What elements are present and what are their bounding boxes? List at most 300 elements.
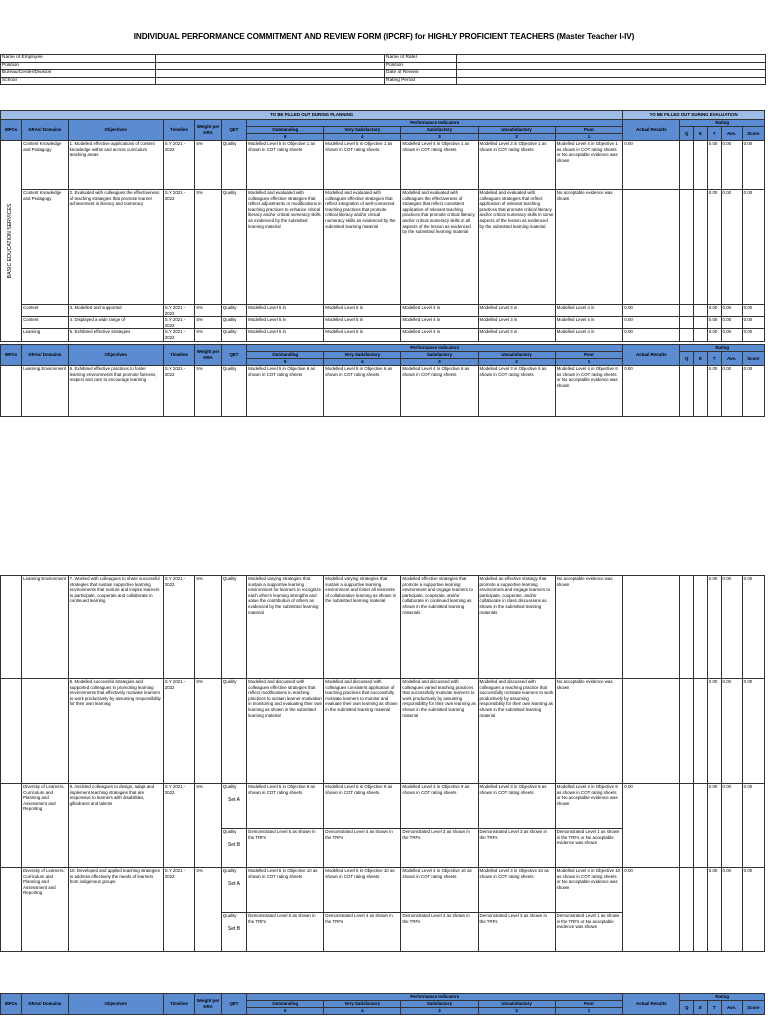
kra-cell: Content Knowledge and Pedagogy xyxy=(22,190,68,305)
rating-ave-value: 0.00 xyxy=(721,141,742,190)
mfo-cell xyxy=(1,576,22,679)
info-value-field[interactable] xyxy=(156,62,385,70)
rating-q-input[interactable] xyxy=(680,366,694,417)
indicator-l2-cell: Demonstrated Level 3 as shown in the TRFs xyxy=(478,829,555,868)
level-number: 5 xyxy=(247,134,324,141)
mfos-header: MFOs xyxy=(1,345,22,366)
rating-q-input[interactable] xyxy=(680,305,694,317)
weight-header: Weight per KRA xyxy=(195,345,221,366)
performance-indicators-header: Performance Indicators xyxy=(247,345,623,352)
kra-cell: Diversity of Learners, Curriculum and Planning and Assessment and Reporting xyxy=(22,784,68,868)
timeline-cell: S.Y 2021 - 2022 xyxy=(163,305,195,317)
info-row xyxy=(1,70,766,78)
info-value-field[interactable] xyxy=(156,70,385,78)
indicator-l4-cell: Modelled Level 5 in Objective 9 as shown in COT rating sheets xyxy=(324,784,401,829)
level-outstanding: Outstanding xyxy=(247,1001,324,1008)
rating-t-value: 0.00 xyxy=(707,141,721,190)
rating-q-input[interactable] xyxy=(680,868,694,952)
indicator-l5-cell: Modelled Level 5 in xyxy=(247,329,324,341)
rating-e-input[interactable] xyxy=(694,366,708,417)
indicator-l1-cell: Modelled Level 4 in xyxy=(555,329,623,341)
indicator-l5-cell: Modelled and discussed with colleagues effective strategies that reflect modifications in teaching practices to sustain learner motivation in monitoring and evaluating their own learning as shown in the submitted learning material xyxy=(247,679,324,784)
score-value: 0.00 xyxy=(742,868,764,952)
indicator-l1-cell: Modelled Level 4 in xyxy=(555,305,623,317)
weight-cell: 5% xyxy=(195,576,221,679)
rating-q-input[interactable] xyxy=(680,141,694,190)
timeline-cell: S.Y 2021 - 2022 xyxy=(163,868,195,952)
indicator-l3-cell: Modelled Level 4 in Objective 6 as shown in COT rating sheets xyxy=(401,366,478,417)
rating-e-input[interactable] xyxy=(694,784,708,868)
form-title: INDIVIDUAL PERFORMANCE COMMITMENT AND REVIEW FORM (IPCRF) for HIGHLY PROFICIENT TEACHERS (Master Teacher I-IV) xyxy=(133,32,635,41)
performance-indicators-header: Performance Indicators xyxy=(247,994,623,1001)
rating-header: Rating xyxy=(680,994,765,1001)
kras-header: KRAs/ Domains xyxy=(22,120,68,141)
indicator-l3-cell: Demonstrated Level 3 as shown in the TRFs xyxy=(401,829,478,868)
level-number: 5 xyxy=(247,359,324,366)
score-value: 0.00 xyxy=(742,190,764,305)
qet-cell: Quality xyxy=(221,679,246,784)
info-value-field[interactable] xyxy=(457,70,766,78)
qet-label: Quality xyxy=(222,784,237,789)
level-unsatisfactory: Unsatisfactory xyxy=(478,127,555,134)
ave-header: Ave. xyxy=(721,352,742,366)
rating-ave-value: 0.00 xyxy=(721,784,742,868)
weight-cell: 5% xyxy=(195,329,221,341)
level-number: 2 xyxy=(478,134,555,141)
indicator-l4-cell: Modelled and evaluated with colleagues effective strategies that reflect integration of well-connected teaching practices that promote critical literacy and/or critical numeracy skills as evidenced by the submitted learning material xyxy=(324,190,401,305)
level-very-satisfactory: Very Satisfactory xyxy=(324,1001,401,1008)
q-header: Q xyxy=(680,352,694,366)
objective-cell: 6. Exhibited effective practices to foster learning environments that promote fairness, respect and care to encourage learning xyxy=(68,366,163,417)
rating-ave-value: 0.00 xyxy=(721,366,742,417)
indicator-l2-cell: Demonstrated Level 3 as shown in the TRFs xyxy=(478,913,555,952)
ipcrf-table-part-1 xyxy=(0,110,765,342)
objective-row xyxy=(1,141,765,190)
objective-cell: 2. Evaluated with colleagues the effectiveness of teaching strategies that promote learner achievement in literacy and numeracy xyxy=(68,190,163,305)
actual-results-input[interactable]: 0.00 xyxy=(623,366,680,417)
indicator-l3-cell: Modelled Level 4 in Objective 1 as shown in COT rating sheets xyxy=(401,141,478,190)
indicator-l2-cell: Modelled an effective strategy that promote a supportive learning environment and engage learners to participate, cooperate, and/or collaborate in class discussions as shown in the submitted learning materials xyxy=(478,576,555,679)
rating-e-input[interactable] xyxy=(694,190,708,305)
rating-e-input[interactable] xyxy=(694,317,708,329)
level-number: 4 xyxy=(324,134,401,141)
score-value: 0.00 xyxy=(742,141,764,190)
objective-row xyxy=(1,305,765,317)
rating-q-input[interactable] xyxy=(680,576,694,679)
rating-ave-value: 0.00 xyxy=(721,868,742,952)
info-value-field[interactable] xyxy=(457,77,766,85)
indicator-l4-cell: Modelled Level 5 in Objective 1 as shown in COT rating sheets xyxy=(324,141,401,190)
rating-t-value: 0.00 xyxy=(707,784,721,868)
indicator-l4-cell: Demonstrated Level 4 as shown in the TRFs xyxy=(324,829,401,868)
level-number: 2 xyxy=(478,1008,555,1015)
objective-row xyxy=(1,329,765,341)
timeline-cell: S.Y 2021 - 2022 xyxy=(163,366,195,417)
level-number: 3 xyxy=(401,1008,478,1015)
indicator-l3-cell: Demonstrated Level 3 as shown in the TRFs xyxy=(401,913,478,952)
objective-cell: 5. Exhibited effective strategies xyxy=(68,329,163,341)
column-header-row-1 xyxy=(1,994,765,1001)
info-label: Position xyxy=(385,62,457,70)
ipcrf-table-part-3 xyxy=(0,575,765,952)
rating-e-input[interactable] xyxy=(694,305,708,317)
indicator-l3-cell: Modelled Level 4 in xyxy=(401,305,478,317)
kra-cell: Learning Environment xyxy=(22,366,68,417)
score-value: 0.00 xyxy=(742,329,764,341)
mfos-header: MFOs xyxy=(1,120,22,141)
info-label: Position xyxy=(1,62,156,70)
mfo-cell xyxy=(1,868,22,952)
mfo-cell xyxy=(1,679,22,784)
info-label: Name of Employee xyxy=(1,55,156,63)
t-header: T xyxy=(707,127,721,141)
level-outstanding: Outstanding xyxy=(247,352,324,359)
indicator-l5-cell: Modelled Level 5 in xyxy=(247,317,324,329)
indicator-l2-cell: Modelled Level 3 in xyxy=(478,329,555,341)
indicator-l3-cell: Modelled Level 4 in Objective 10 as shown in COT rating sheets xyxy=(401,868,478,913)
objective-cell: 10. Developed and applied teaching strategies to address effectively the needs of learners from indigenous groups xyxy=(68,868,163,952)
ipcrf-table-part-2 xyxy=(0,344,765,417)
indicator-l4-cell: Modelled varying strategies that sustain a supportive learning environment and foster all elements of collaborative learning as shown in the submitted learning material xyxy=(324,576,401,679)
info-label: Rating Period xyxy=(385,77,457,85)
indicator-l1-cell: No acceptable evidence was shown xyxy=(555,576,623,679)
score-header: Score xyxy=(742,127,764,141)
set-label: Set B xyxy=(227,925,241,932)
rating-t-value: 0.00 xyxy=(707,679,721,784)
info-value-field[interactable] xyxy=(156,55,385,63)
indicator-l1-cell: Modelled Level 4 in Objective 6 as shown in COT rating sheets or No acceptable evidence was shown xyxy=(555,366,623,417)
level-very-satisfactory: Very Satisfactory xyxy=(324,352,401,359)
actual-results-input[interactable]: 0.00 xyxy=(623,305,680,317)
indicator-l5-cell: Modelled Level 5 in Objective 9 as shown in COT rating sheets xyxy=(247,784,324,829)
level-satisfactory: Satisfactory xyxy=(401,352,478,359)
indicator-l1-cell: No acceptable evidence was shown xyxy=(555,679,623,784)
indicator-l1-cell: Modelled Level 4 in Objective 1 as shown in COT rating sheets or No acceptable evidence was shown xyxy=(555,141,623,190)
qet-cell xyxy=(221,829,246,868)
weight-cell: 5% xyxy=(195,190,221,305)
rating-t-value: 0.00 xyxy=(707,329,721,341)
phase-header-row xyxy=(1,111,765,120)
objective-cell: 7. Worked with colleagues to share successful strategies that sustain supportive learning environments that nurture and inspire learners to participate, cooperate and collaborate in continued learning xyxy=(68,576,163,679)
score-header: Score xyxy=(742,1001,764,1015)
mfos-header: MFOs xyxy=(1,994,22,1015)
e-header: E xyxy=(694,1001,708,1015)
actual-results-input[interactable] xyxy=(623,679,680,784)
qet-cell xyxy=(221,868,246,913)
rating-header: Rating xyxy=(680,345,765,352)
info-label: Name of Rater xyxy=(385,55,457,63)
level-number: 3 xyxy=(401,134,478,141)
indicator-l3-cell: Modelled and evaluated with colleagues the effectiveness of strategies that reflect consistent application of relevant teaching practices that promote critical literacy and/or critical numeracy skills in all aspects of the lesson as evidenced by the submitted learning material xyxy=(401,190,478,305)
weight-cell: 5% xyxy=(195,366,221,417)
info-row xyxy=(1,55,766,63)
objective-row-set-a xyxy=(1,868,765,913)
level-poor: Poor xyxy=(555,1001,623,1008)
indicator-l4-cell: Modelled Level 5 in xyxy=(324,317,401,329)
weight-header: Weight per KRA xyxy=(195,120,221,141)
objective-cell: 1. Modelled effective applications of content knowledge within and across curriculum teaching areas xyxy=(68,141,163,190)
qet-cell xyxy=(221,913,246,952)
indicator-l2-cell: Modelled Level 3 in xyxy=(478,305,555,317)
planning-header: TO BE FILLED OUT DURING PLANNING xyxy=(1,111,623,120)
indicator-l4-cell: Demonstrated Level 4 as shown in the TRFs xyxy=(324,913,401,952)
objective-row-set-a xyxy=(1,784,765,829)
indicator-l2-cell: Modelled Level 3 in Objective 1 as shown in COT rating sheets xyxy=(478,141,555,190)
level-number: 4 xyxy=(324,359,401,366)
rating-ave-value: 0.00 xyxy=(721,329,742,341)
ave-header: Ave. xyxy=(721,127,742,141)
rating-ave-value: 0.00 xyxy=(721,679,742,784)
indicator-l1-cell: Modelled Level 4 in Objective 10 as shown in COT rating sheets or No acceptable evidence was shown xyxy=(555,868,623,913)
rating-q-input[interactable] xyxy=(680,329,694,341)
info-value-field[interactable] xyxy=(156,77,385,85)
objective-cell: 4. Displayed a wide range of xyxy=(68,317,163,329)
level-satisfactory: Satisfactory xyxy=(401,127,478,134)
q-header: Q xyxy=(680,1001,694,1015)
objectives-header: Objectives xyxy=(68,994,163,1015)
indicator-l3-cell: Modelled and discussed with colleagues varied teaching practices that successfully motivate learners to work productively by assuming responsibility for their own learning as shown in the submitted learning material xyxy=(401,679,478,784)
rating-e-input[interactable] xyxy=(694,141,708,190)
timeline-cell: S.Y 2021 - 2022 xyxy=(163,317,195,329)
actual-results-header: Actual Results xyxy=(623,120,680,141)
kra-cell: Content xyxy=(22,305,68,317)
actual-results-input[interactable]: 0.00 xyxy=(623,141,680,190)
level-number: 4 xyxy=(324,1008,401,1015)
score-value: 0.00 xyxy=(742,317,764,329)
level-satisfactory: Satisfactory xyxy=(401,1001,478,1008)
level-outstanding: Outstanding xyxy=(247,127,324,134)
rating-e-input[interactable] xyxy=(694,868,708,952)
actual-results-input[interactable] xyxy=(623,576,680,679)
rating-q-input[interactable] xyxy=(680,679,694,784)
timeline-cell: S.Y 2021 - 2022 xyxy=(163,141,195,190)
timeline-cell: S.Y 2021 - 2022 xyxy=(163,679,195,784)
indicator-l4-cell: Modelled Level 5 in Objective 6 as shown in COT rating sheets xyxy=(324,366,401,417)
indicator-l5-cell: Modelled Level 5 in xyxy=(247,305,324,317)
indicator-l4-cell: Modelled and discussed with colleagues consistent application of teaching practices that successfully motivate learners to monitor and evaluate their own learning as shown in the submitted learning material xyxy=(324,679,401,784)
indicator-l2-cell: Modelled Level 3 in Objective 10 as shown in COT rating sheets xyxy=(478,868,555,913)
actual-results-input[interactable]: 0.00 xyxy=(623,317,680,329)
indicator-l5-cell: Modelled varying strategies that sustain a supportive learning environment for learners to recognize each other's learning strengths and value the contribution of others as evidenced by the submitted learning material xyxy=(247,576,324,679)
actual-results-header: Actual Results xyxy=(623,994,680,1015)
e-header: E xyxy=(694,127,708,141)
kra-cell: Diversity of Learners, Curriculum and Planning and Assessment and Reporting xyxy=(22,868,68,952)
rating-e-input[interactable] xyxy=(694,679,708,784)
score-value: 0.00 xyxy=(742,576,764,679)
ipcrf-table-footer-header xyxy=(0,993,765,1015)
level-number: 5 xyxy=(247,1008,324,1015)
score-value: 0.00 xyxy=(742,679,764,784)
score-value: 0.00 xyxy=(742,366,764,417)
indicator-l5-cell: Modelled Level 5 in Objective 6 as shown in COT rating sheets xyxy=(247,366,324,417)
actual-results-header: Actual Results xyxy=(623,345,680,366)
qet-label: Quality xyxy=(222,829,237,834)
employee-info-table xyxy=(0,54,766,85)
t-header: T xyxy=(707,1001,721,1015)
info-row xyxy=(1,77,766,85)
actual-results-input[interactable] xyxy=(623,190,680,305)
set-label: Set B xyxy=(227,841,241,848)
mfo-cell xyxy=(1,141,22,342)
mfo-cell xyxy=(1,366,22,417)
indicator-l1-cell: Demonstrated Level 1 as shown in the TRFs or No acceptable evidence was shown xyxy=(555,829,623,868)
objective-cell: 9. Assisted colleagues to design, adapt and implement teaching strategies that are responsive to learners with disabilities, giftedness and talents xyxy=(68,784,163,868)
objectives-header: Objectives xyxy=(68,345,163,366)
objective-row xyxy=(1,317,765,329)
weight-cell: 5% xyxy=(195,317,221,329)
qet-cell: Quality xyxy=(221,190,246,305)
rating-ave-value: 0.00 xyxy=(721,576,742,679)
q-header: Q xyxy=(680,127,694,141)
qet-cell: Quality xyxy=(221,317,246,329)
rating-q-input[interactable] xyxy=(680,784,694,868)
objective-row xyxy=(1,576,765,679)
timeline-cell: S.Y 2021 - 2022 xyxy=(163,329,195,341)
timeline-header: Timeline xyxy=(163,120,195,141)
rating-t-value: 0.00 xyxy=(707,190,721,305)
score-value: 0.00 xyxy=(742,784,764,868)
indicator-l3-cell: Modelled effective strategies that promote a supportive learning environment and engage learners to participate, cooperate, and/or collaborate in continued learning as shown in the submitted learning materials xyxy=(401,576,478,679)
indicator-l5-cell: Demonstrated Level 5 as shown in the TRFs xyxy=(247,829,324,868)
qet-header: QET xyxy=(221,345,246,366)
actual-results-input[interactable]: 0.00 xyxy=(623,329,680,341)
indicator-l3-cell: Modelled Level 4 in xyxy=(401,317,478,329)
weight-cell: 5% xyxy=(195,868,221,952)
objective-cell: 8. Modelled successful strategies and supported colleagues in promoting learning environments that effectively motivate learners to work productively by assuming responsibility for their own learning xyxy=(68,679,163,784)
indicator-l5-cell: Demonstrated Level 5 as shown in the TRFs xyxy=(247,913,324,952)
indicator-l2-cell: Modelled Level 3 in Objective 6 as shown in COT rating sheets xyxy=(478,366,555,417)
indicator-l4-cell: Modelled Level 5 in xyxy=(324,329,401,341)
mfo-cell xyxy=(1,784,22,868)
level-number: 1 xyxy=(555,359,623,366)
qet-cell: Quality xyxy=(221,366,246,417)
qet-cell: Quality xyxy=(221,329,246,341)
level-very-satisfactory: Very Satisfactory xyxy=(324,127,401,134)
objective-row xyxy=(1,679,765,784)
level-poor: Poor xyxy=(555,127,623,134)
set-label: Set A xyxy=(228,796,240,803)
indicator-l2-cell: Modelled and evaluated with colleagues strategies that reflect application of relevant teaching practices that promote critical literacy and/or critical numeracy skills in some aspects of the lesson as evidenced by the submitted learning material xyxy=(478,190,555,305)
level-unsatisfactory: Unsatisfactory xyxy=(478,1001,555,1008)
kra-cell: Learning xyxy=(22,329,68,341)
ave-header: Ave. xyxy=(721,1001,742,1015)
weight-cell: 5% xyxy=(195,784,221,868)
timeline-cell: S.Y 2021 - 2022 xyxy=(163,784,195,868)
indicator-l5-cell: Modelled Level 5 in Objective 1 as shown in COT rating sheets xyxy=(247,141,324,190)
info-label: School xyxy=(1,77,156,85)
rating-q-input[interactable] xyxy=(680,317,694,329)
level-number: 1 xyxy=(555,1008,623,1015)
evaluation-header: TO BE FILLED OUT DURING EVALUATION xyxy=(623,111,765,120)
indicator-l1-cell: Modelled Level 4 in Objective 9 as shown in COT rating sheets or No acceptable evidence was shown xyxy=(555,784,623,829)
qet-cell: Quality xyxy=(221,305,246,317)
actual-results-input[interactable]: 0.00 xyxy=(623,868,680,952)
qet-header: QET xyxy=(221,120,246,141)
qet-cell: Quality xyxy=(221,576,246,679)
level-number: 2 xyxy=(478,359,555,366)
qet-cell xyxy=(221,784,246,829)
info-row xyxy=(1,62,766,70)
weight-cell: 5% xyxy=(195,305,221,317)
rating-t-value: 0.00 xyxy=(707,317,721,329)
info-value-field[interactable] xyxy=(457,62,766,70)
column-header-row-1 xyxy=(1,345,765,352)
indicator-l3-cell: Modelled Level 4 in xyxy=(401,329,478,341)
e-header: E xyxy=(694,352,708,366)
indicator-l1-cell: Demonstrated Level 1 as shown in the TRFs or No acceptable evidence was shown xyxy=(555,913,623,952)
indicator-l2-cell: Modelled and discussed with colleagues a teaching practice that successfully motivate learners to work productively by assuming responsibility for their own learning as shown in the submitted learning material xyxy=(478,679,555,784)
column-header-row-1 xyxy=(1,120,765,127)
indicator-l5-cell: Modelled Level 5 in Objective 10 as shown in COT rating sheets xyxy=(247,868,324,913)
objective-row xyxy=(1,190,765,305)
set-label: Set A xyxy=(228,880,240,887)
indicator-l3-cell: Modelled Level 4 in Objective 9 as shown in COT rating sheets xyxy=(401,784,478,829)
score-header: Score xyxy=(742,352,764,366)
t-header: T xyxy=(707,352,721,366)
indicator-l1-cell: No acceptable evidence was shown xyxy=(555,190,623,305)
info-value-field[interactable] xyxy=(457,55,766,63)
level-number: 1 xyxy=(555,134,623,141)
indicator-l4-cell: Modelled Level 5 in xyxy=(324,305,401,317)
rating-t-value: 0.00 xyxy=(707,868,721,952)
weight-cell: 5% xyxy=(195,141,221,190)
kra-cell xyxy=(22,679,68,784)
objective-cell: 3. Modelled and supported xyxy=(68,305,163,317)
actual-results-input[interactable]: 0.00 xyxy=(623,784,680,868)
qet-label: Quality xyxy=(222,868,237,873)
kras-header: KRAs/ Domains xyxy=(22,994,68,1015)
rating-ave-value: 0.00 xyxy=(721,305,742,317)
rating-ave-value: 0.00 xyxy=(721,317,742,329)
indicator-l2-cell: Modelled Level 3 in Objective 9 as shown in COT rating sheets xyxy=(478,784,555,829)
indicator-l1-cell: Modelled Level 4 in xyxy=(555,317,623,329)
kras-header: KRAs/ Domains xyxy=(22,345,68,366)
info-label: Bureau/Center/Division xyxy=(1,70,156,78)
rating-e-input[interactable] xyxy=(694,576,708,679)
rating-t-value: 0.00 xyxy=(707,576,721,679)
performance-indicators-header: Performance Indicators xyxy=(247,120,623,127)
rating-header: Rating xyxy=(680,120,765,127)
qet-label: Quality xyxy=(222,913,237,918)
objectives-header: Objectives xyxy=(68,120,163,141)
timeline-cell: S.Y 2021 - 2022 xyxy=(163,190,195,305)
indicator-l2-cell: Modelled Level 3 in xyxy=(478,317,555,329)
kra-cell: Learning Environment xyxy=(22,576,68,679)
score-value: 0.00 xyxy=(742,305,764,317)
level-poor: Poor xyxy=(555,352,623,359)
weight-header: Weight per KRA xyxy=(195,994,221,1015)
rating-ave-value: 0.00 xyxy=(721,190,742,305)
rating-e-input[interactable] xyxy=(694,329,708,341)
qet-header: QET xyxy=(221,994,246,1015)
kra-cell: Content Knowledge and Pedagogy xyxy=(22,141,68,190)
weight-cell: 5% xyxy=(195,679,221,784)
objective-row xyxy=(1,366,765,417)
indicator-l4-cell: Modelled Level 5 in Objective 10 as shown in COT rating sheets xyxy=(324,868,401,913)
timeline-header: Timeline xyxy=(163,345,195,366)
qet-cell: Quality xyxy=(221,141,246,190)
level-number: 3 xyxy=(401,359,478,366)
info-label: Date of Review xyxy=(385,70,457,78)
kra-cell: Content xyxy=(22,317,68,329)
level-unsatisfactory: Unsatisfactory xyxy=(478,352,555,359)
rating-t-value: 0.00 xyxy=(707,366,721,417)
rating-t-value: 0.00 xyxy=(707,305,721,317)
mfo-label: BASIC EDUCATION SERVICES xyxy=(7,203,14,279)
timeline-cell: S.Y 2021 - 2022 xyxy=(163,576,195,679)
rating-q-input[interactable] xyxy=(680,190,694,305)
timeline-header: Timeline xyxy=(163,994,195,1015)
